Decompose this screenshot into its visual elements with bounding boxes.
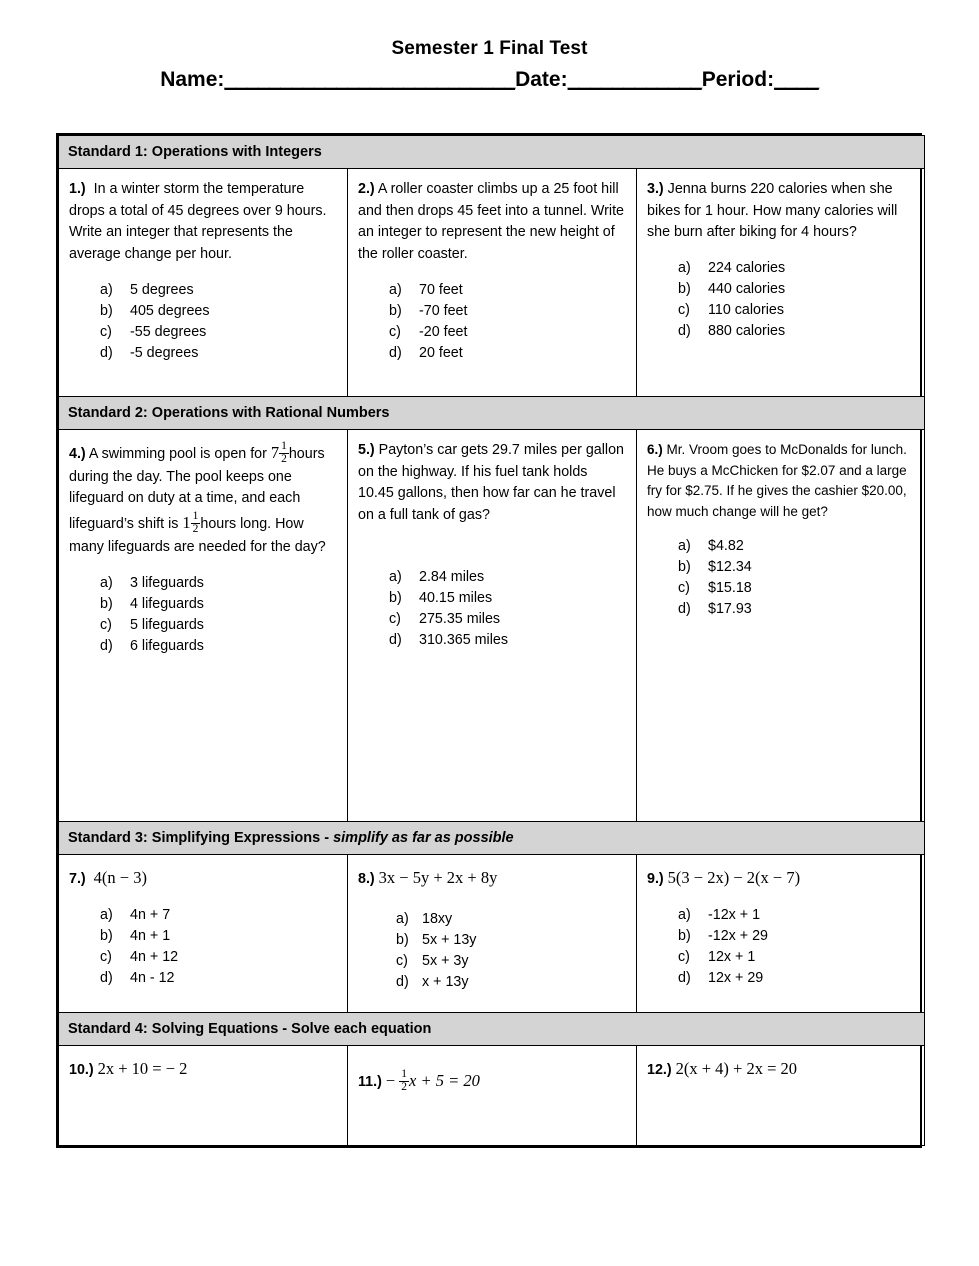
question-11-cell <box>348 1046 637 1146</box>
standard-3-header-row <box>59 822 925 855</box>
choice[interactable]: c) 4n + 12 <box>100 948 179 965</box>
question-7-number: 7.) <box>69 871 86 887</box>
choice[interactable]: d) $17.93 <box>678 601 752 618</box>
choice[interactable]: c) $15.18 <box>678 580 752 597</box>
standard-1-heading: Standard 1: Operations with Integers <box>59 136 925 169</box>
choice[interactable]: c) 12x + 1 <box>678 948 756 965</box>
question-3-cell <box>637 169 925 397</box>
name-blank[interactable]: __________________________ <box>224 68 516 91</box>
choice[interactable]: d) 20 feet <box>389 344 463 361</box>
question-10-cell <box>59 1046 348 1146</box>
question-9-cell <box>637 855 925 1013</box>
mixed-number-one-and-half: 1 $\frac{1}{2}$ <box>182 510 199 535</box>
period-label: Period: <box>701 68 775 91</box>
question-3-number: 3.) <box>647 181 664 197</box>
question-11-stem <box>358 1056 626 1095</box>
question-6-stem: 6.) Mr. Vroom goes to McDonalds for lunch. He buys a McChicken for $2.07 and a large fry for $2.75. If he gives the cashier $20.00, how much change will he get? <box>647 442 907 519</box>
choice[interactable]: a) $4.82 <box>678 538 744 555</box>
choice[interactable]: b) 4 lifeguards <box>100 595 204 612</box>
choice[interactable]: d) x + 13y <box>396 973 469 990</box>
standard-2-header-row <box>59 397 925 430</box>
question-9-number: 9.) <box>647 871 664 887</box>
choice[interactable]: a) 2.84 miles <box>389 568 485 585</box>
choice[interactable]: a) 3 lifeguards <box>100 574 204 591</box>
question-3-stem: 3.) Jenna burns 220 calories when she bikes for 1 hour. How many calories will she burn after biking for 4 hours? <box>647 181 898 241</box>
question-10-expression: 2x + 10 = − 2 <box>97 1059 188 1078</box>
standard-4-header-row <box>59 1013 925 1046</box>
choice[interactable]: b) 4n + 1 <box>100 927 171 944</box>
one-half-fraction: $\frac{1}{2}$ <box>401 1067 408 1093</box>
standard-3-question-row <box>59 855 925 1013</box>
document-header <box>0 0 979 92</box>
period-blank[interactable]: ____ <box>774 68 819 91</box>
date-blank[interactable]: ____________ <box>567 68 702 91</box>
choice[interactable]: d) 310.365 miles <box>389 631 509 648</box>
question-7-choices <box>100 905 337 989</box>
choice[interactable]: c) -55 degrees <box>100 323 207 340</box>
question-9-stem <box>647 865 914 891</box>
choice[interactable]: b) -70 feet <box>389 302 468 319</box>
question-12-expression: 2(x + 4) + 2x = 20 <box>675 1059 798 1078</box>
question-1-choices <box>100 280 337 364</box>
standard-2-heading: Standard 2: Operations with Rational Numbers <box>59 397 925 430</box>
choice[interactable]: c) 5x + 3y <box>396 952 469 969</box>
choice[interactable]: b) 40.15 miles <box>389 589 493 606</box>
question-1-stem: 1.) In a winter storm the temperature drops a total of 45 degrees over 9 hours. Write an integer that represents the average change per hour. <box>69 181 327 263</box>
choice[interactable]: c) 5 lifeguards <box>100 616 204 633</box>
choice[interactable]: c) 110 calories <box>678 302 785 319</box>
question-8-expression: 3x − 5y + 2x + 8y <box>378 868 498 887</box>
question-2-number: 2.) <box>358 181 375 197</box>
question-12-number: 12.) <box>647 1062 672 1078</box>
question-2-cell <box>348 169 637 397</box>
choice[interactable]: c) 275.35 miles <box>389 610 501 627</box>
question-1-number: 1.) <box>69 181 86 197</box>
question-2-stem: 2.) A roller coaster climbs up a 25 foot hill and then drops 45 feet into a tunnel. Write an integer to represent the new height of the roller coaster. <box>358 181 624 263</box>
choice[interactable]: d) 12x + 29 <box>678 969 764 986</box>
question-6-cell <box>637 430 925 822</box>
question-5-stem: 5.) Payton’s car gets 29.7 miles per gallon on the highway. If his fuel tank holds 10.45 gallons, then how far can he travel on a full tank of gas? <box>358 442 624 524</box>
choice[interactable]: d) 4n - 12 <box>100 969 175 986</box>
question-5-cell <box>348 430 637 822</box>
choice[interactable]: a) 18xy <box>396 910 453 927</box>
mixed-number-seven-and-half: 7 $\frac{1}{2}$ <box>270 439 287 465</box>
question-7-stem <box>69 865 337 891</box>
question-6-choices <box>678 536 914 620</box>
choice[interactable]: b) $12.34 <box>678 559 752 576</box>
question-9-expression: 5(3 − 2x) − 2(x − 7) <box>667 868 801 887</box>
question-12-cell <box>637 1046 925 1146</box>
question-4-number: 4.) <box>69 446 86 462</box>
page-title: Semester 1 Final Test <box>391 38 588 59</box>
question-11-number: 11.) <box>358 1074 382 1090</box>
question-12-stem <box>647 1056 914 1082</box>
choice[interactable]: b) 440 calories <box>678 281 786 298</box>
question-5-choices <box>389 567 626 651</box>
question-10-stem <box>69 1056 337 1082</box>
choice[interactable]: a) 4n + 7 <box>100 906 171 923</box>
question-11-expression: − $\frac{1}{2}$ x + 5 = 20 <box>385 1067 480 1093</box>
question-6-number: 6.) <box>647 442 663 457</box>
question-8-number: 8.) <box>358 871 375 887</box>
date-label: Date: <box>515 68 568 91</box>
choice[interactable]: a) 70 feet <box>389 281 463 298</box>
standard-4-heading: Standard 4: Solving Equations - Solve each equation <box>59 1013 925 1046</box>
student-info-line <box>0 68 979 92</box>
choice[interactable]: c) -20 feet <box>389 323 468 340</box>
question-4-cell <box>59 430 348 822</box>
question-3-choices <box>678 258 914 342</box>
standard-4-question-row <box>59 1046 925 1146</box>
question-8-stem <box>358 865 626 891</box>
choice[interactable]: b) 405 degrees <box>100 302 210 319</box>
question-8-choices <box>396 909 626 993</box>
question-1-cell <box>59 169 348 397</box>
question-4-choices <box>100 573 337 657</box>
question-10-number: 10.) <box>69 1062 94 1078</box>
choice[interactable]: b) 5x + 13y <box>396 931 477 948</box>
choice[interactable]: a) -12x + 1 <box>678 906 761 923</box>
question-2-choices <box>389 280 626 364</box>
standard-1-header-row <box>59 136 925 169</box>
choice[interactable]: b) -12x + 29 <box>678 927 769 944</box>
choice[interactable]: d) -5 degrees <box>100 344 199 361</box>
question-7-cell <box>59 855 348 1013</box>
question-4-stem: 4.) A swimming pool is open for 7 $\frac{1}{2}$ hours during the day. The pool keeps one lifeguard on duty at a time, and each lifeguard’s shift is 1 $\frac{1}{2}$ hours long. How many lifeguards are needed for the day? <box>69 439 326 555</box>
standard-3-heading: Standard 3: Simplifying Expressions - simplify as far as possible <box>59 822 925 855</box>
question-7-expression: 4(n − 3) <box>93 868 147 887</box>
question-5-number: 5.) <box>358 442 375 458</box>
choice[interactable]: d) 6 lifeguards <box>100 637 204 654</box>
choice[interactable]: a) 5 degrees <box>100 281 194 298</box>
question-8-cell <box>348 855 637 1013</box>
choice[interactable]: a) 224 calories <box>678 260 786 277</box>
test-table <box>56 133 922 1148</box>
standard-1-question-row <box>59 169 925 397</box>
question-9-choices <box>678 905 914 989</box>
name-label: Name: <box>160 68 225 91</box>
standard-2-question-row <box>59 430 925 822</box>
choice[interactable]: d) 880 calories <box>678 323 786 340</box>
